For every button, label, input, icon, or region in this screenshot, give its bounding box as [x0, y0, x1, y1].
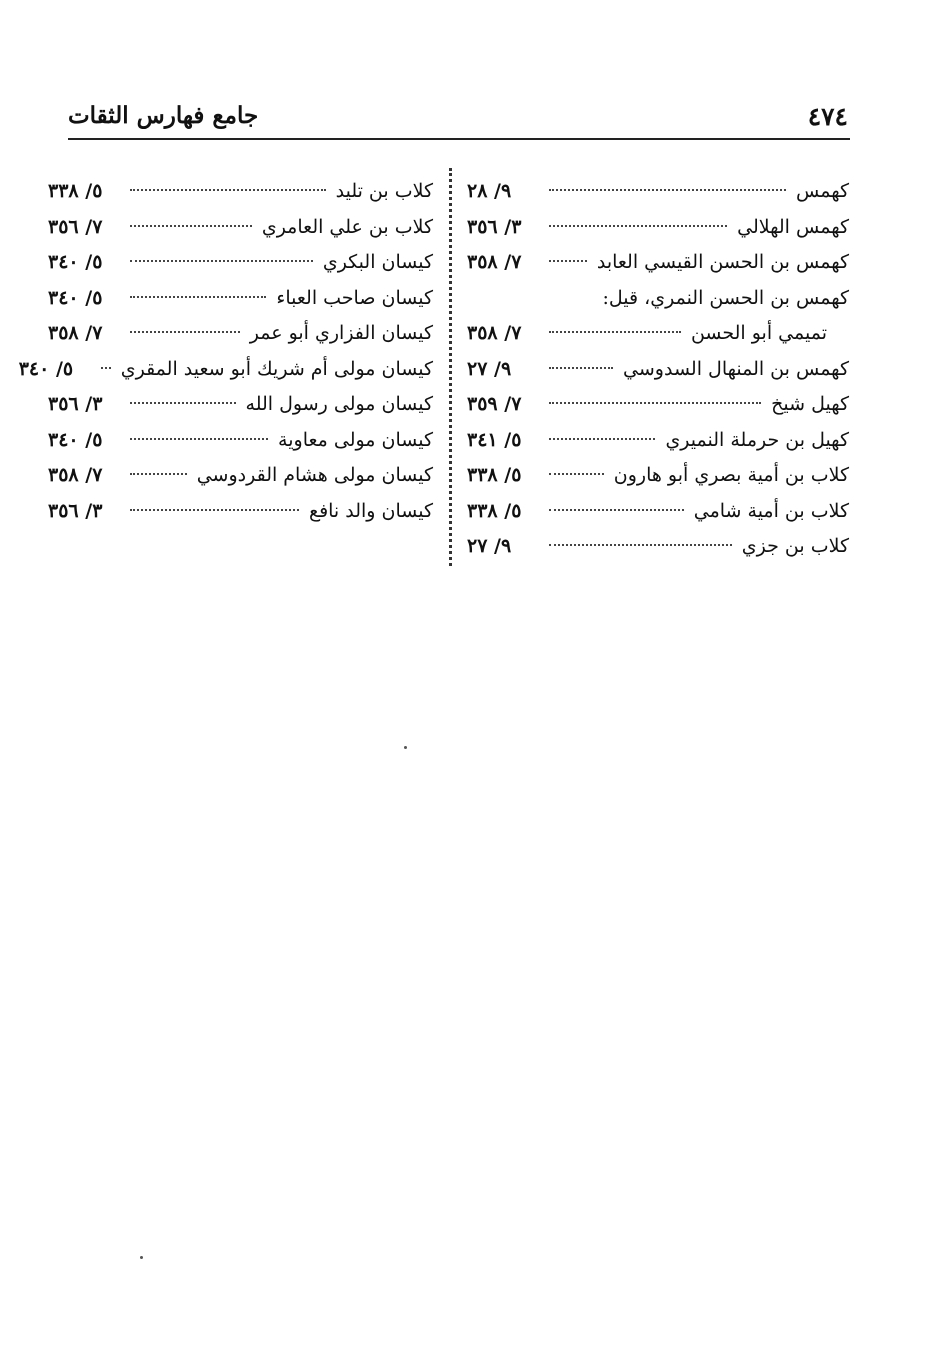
index-entry — [48, 458, 433, 494]
entry-reference: ٥/ ٣٤٠ — [48, 428, 103, 451]
entry-reference: ٥/ ٣٤٠ — [48, 251, 103, 273]
entry-name: كهمس — [795, 180, 849, 202]
dot-leader — [130, 509, 299, 511]
entry-name: كيسان البكري — [322, 251, 433, 273]
dot-leader — [130, 473, 187, 475]
entry-name: كهيل بن حرملة النميري — [665, 428, 849, 451]
entry-name: كلاب بن أمية بصري أبو هارون — [613, 464, 849, 486]
index-entry — [467, 494, 849, 530]
entry-reference: ٩/ ٢٧ — [467, 535, 512, 557]
entry-reference: ٧/ ٣٥٩ — [467, 393, 522, 415]
dot-leader — [130, 438, 268, 440]
index-entry — [48, 245, 433, 281]
dot-leader — [549, 189, 786, 191]
entry-reference: ٧/ ٣٥٨ — [467, 322, 522, 344]
header-rule — [68, 138, 850, 140]
entry-name: كيسان صاحب العباء — [276, 286, 433, 309]
entry-reference: ٥/ ٣٤٠ — [18, 357, 74, 380]
entry-name: كيسان والد نافع — [308, 499, 433, 522]
dot-leader — [549, 438, 655, 440]
entry-name: كهمس بن الحسن القيسي العابد — [596, 251, 849, 273]
entry-name: تميمي أبو الحسن — [690, 322, 827, 344]
index-entry — [467, 210, 849, 246]
index-entry — [467, 458, 849, 494]
dot-leader — [130, 402, 236, 404]
dot-leader — [130, 331, 240, 333]
dot-leader — [549, 225, 727, 227]
entry-name: كيسان مولى أم شريك أبو سعيد المقري — [120, 357, 433, 380]
entry-reference: ٥/ ٣٣٨ — [48, 180, 103, 202]
index-entry — [467, 423, 849, 459]
dot-leader — [549, 402, 761, 404]
page-number: ٤٧٤ — [807, 102, 848, 131]
index-entry-continued — [467, 316, 849, 352]
index-entry — [48, 316, 433, 352]
entry-reference: ٥/ ٣٤١ — [467, 428, 522, 451]
entry-name: كيسان الفزاري أبو عمر — [249, 322, 433, 344]
index-column-left — [18, 174, 433, 529]
index-entry — [467, 245, 849, 281]
dot-leader — [549, 544, 732, 546]
dot-leader — [549, 367, 613, 369]
index-entry — [48, 174, 433, 210]
index-entry — [467, 174, 849, 210]
entry-name: كهمس بن الحسن النمري، قيل: — [602, 286, 849, 309]
entry-reference: ٥/ ٣٣٨ — [467, 464, 522, 486]
index-entry — [467, 281, 849, 317]
entry-name: كيسان مولى هشام القردوسي — [196, 464, 433, 486]
column-divider — [449, 168, 452, 566]
dot-leader — [101, 367, 111, 369]
index-entry — [48, 423, 433, 459]
scan-speck — [140, 1256, 143, 1259]
entry-name: كيسان مولى رسول الله — [245, 393, 433, 415]
index-entry — [48, 387, 433, 423]
entry-reference: ٧/ ٣٥٨ — [48, 322, 103, 344]
entry-name: كيسان مولى معاوية — [278, 428, 433, 451]
entry-name: كهمس الهلالي — [737, 215, 849, 238]
dot-leader — [130, 189, 326, 191]
index-entry — [467, 387, 849, 423]
entry-reference: ٣/ ٣٥٦ — [48, 393, 103, 415]
entry-reference: ٣/ ٣٥٦ — [467, 215, 522, 238]
entry-reference: ٧/ ٣٥٦ — [48, 215, 103, 238]
entry-name: كلاب بن تليد — [335, 180, 433, 202]
dot-leader — [549, 331, 681, 333]
index-entry — [467, 529, 849, 565]
entry-name: كلاب بن علي العامري — [261, 215, 433, 238]
index-entry — [467, 352, 849, 388]
dot-leader — [549, 260, 587, 262]
index-column-right — [467, 174, 849, 565]
entry-reference: ٩/ ٢٧ — [467, 357, 512, 380]
entry-name: كهمس بن المنهال السدوسي — [623, 357, 849, 380]
index-entry — [18, 352, 433, 388]
entry-name: كلاب بن جزي — [741, 535, 849, 557]
scan-speck — [404, 746, 407, 749]
index-entry — [48, 494, 433, 530]
running-title: جامع فهارس الثقات — [68, 102, 259, 129]
entry-reference: ٩/ ٢٨ — [467, 180, 512, 202]
entry-reference: ٥/ ٣٤٠ — [48, 286, 103, 309]
entry-reference: ٧/ ٣٥٨ — [48, 464, 103, 486]
index-entry — [48, 210, 433, 246]
entry-reference: ٣/ ٣٥٦ — [48, 499, 103, 522]
index-entry — [48, 281, 433, 317]
dot-leader — [130, 225, 252, 227]
entry-name: كلاب بن أمية شامي — [693, 499, 849, 522]
dot-leader — [549, 473, 604, 475]
entry-reference: ٥/ ٣٣٨ — [467, 499, 522, 522]
page-header — [68, 100, 848, 134]
entry-name: كهيل شيخ — [771, 393, 849, 415]
dot-leader — [130, 296, 266, 298]
dot-leader — [549, 509, 684, 511]
dot-leader — [130, 260, 313, 262]
entry-reference: ٧/ ٣٥٨ — [467, 251, 522, 273]
